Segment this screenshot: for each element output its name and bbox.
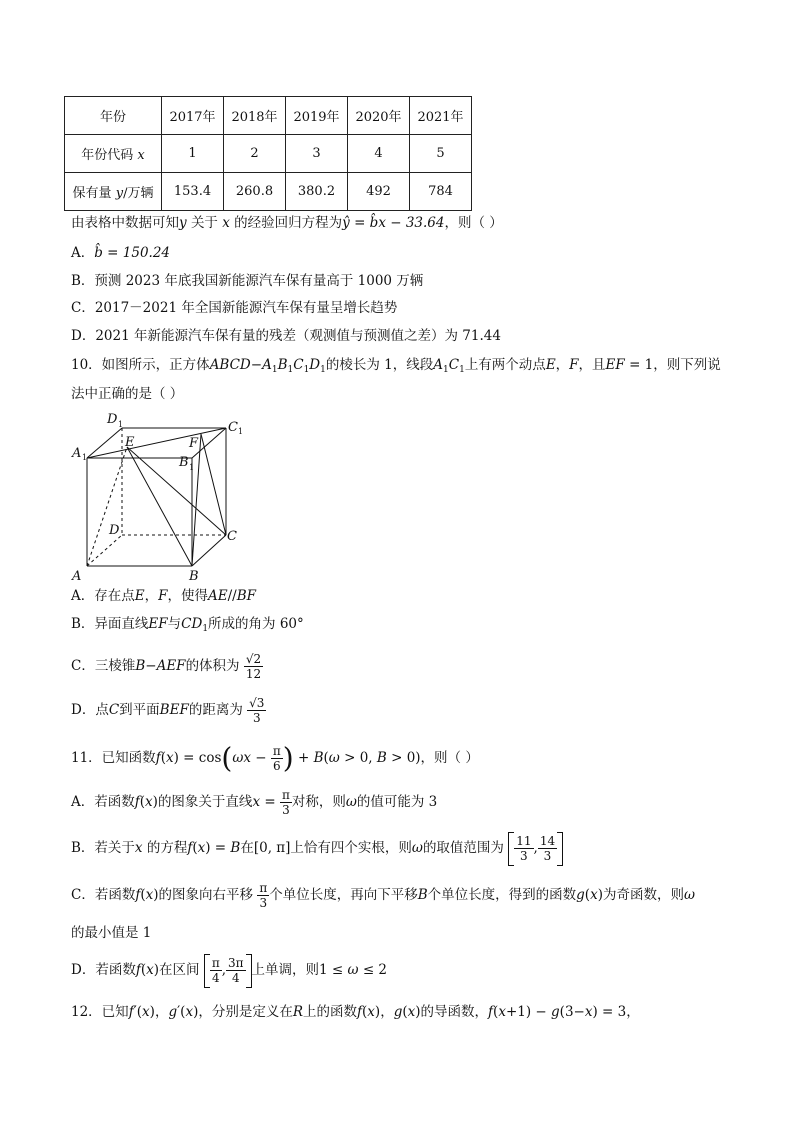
q11-option-b: B．若关于x 的方程f(x) = B在[0, π]上恰有四个实根，则ω的取值范围为 $\frac{11}{3}$ , $\frac{14}{3}$ bbox=[71, 828, 563, 868]
table-cell: 153.4 bbox=[162, 173, 224, 211]
q10-option-d: D．点C到平面BEF的距离为 $\frac{√3}{3}$ bbox=[71, 696, 265, 725]
q11-option-a: A．若函数f(x)的图象关于直线x = $\frac{\pi}{3}$ 对称，则ω的值可能为 3 bbox=[71, 788, 438, 817]
q10-stem-line2: 法中正确的是（ ） bbox=[71, 386, 184, 402]
segment-a1c1 bbox=[87, 428, 226, 458]
label-c: C bbox=[227, 529, 237, 544]
table-row bbox=[65, 97, 472, 135]
label-d1: D bbox=[107, 412, 118, 427]
table-cell: 2017年 bbox=[162, 97, 224, 135]
table-cell: 2 bbox=[224, 135, 286, 173]
q12-stem: 12．已知f′(x)，g′(x)，分别是定义在R上的函数f(x)，g(x)的导函数，f(x+1) − g(3−x) = 3， bbox=[71, 1004, 640, 1020]
q11-stem: 11．已知函数f(x) = cos(ωx − $\frac{\pi}{6}$ ) + B(ω > 0, B > 0)，则（ ） bbox=[71, 741, 479, 775]
label-a: A bbox=[72, 569, 82, 580]
label-b: B bbox=[189, 569, 199, 580]
data-table bbox=[64, 96, 472, 211]
q10-option-c: C．三棱锥B−AEF的体积为 $\frac{√2}{12}$ bbox=[71, 652, 262, 681]
table-cell: 260.8 bbox=[224, 173, 286, 211]
edge-a1d1 bbox=[87, 428, 122, 458]
label-e: E bbox=[125, 435, 135, 450]
q11-option-d: D．若函数f(x)在区间 $\frac{\pi}{4}$ , $\frac{3\pi}{4}$ 上单调，则1 ≤ ω ≤ 2 bbox=[71, 950, 387, 990]
table-cell: 3 bbox=[286, 135, 348, 173]
label-a1: A bbox=[72, 446, 82, 461]
q9-option-b: B．预测 2023 年底我国新能源汽车保有量高于 1000 万辆 bbox=[71, 273, 424, 289]
table-row bbox=[65, 173, 472, 211]
svg-text:1: 1 bbox=[118, 420, 124, 429]
q9-stem: 由表格中数据可知y 关于 x 的经验回归方程为ŷ = b̂x − 33.64，则（ ） bbox=[71, 215, 503, 231]
fraction-sqrt3-over-3: $\frac{√3}{3}$ bbox=[249, 696, 265, 725]
q9-option-a: A．b̂ = 150.24 bbox=[71, 245, 171, 261]
svg-text:1: 1 bbox=[82, 453, 88, 462]
table-cell: 1 bbox=[162, 135, 224, 173]
cube-figure bbox=[70, 404, 250, 580]
table-row bbox=[65, 135, 472, 173]
table-cell: 380.2 bbox=[286, 173, 348, 211]
q10-option-a: A．存在点E，F，使得AE//BF bbox=[71, 588, 256, 604]
table-cell: 492 bbox=[348, 173, 410, 211]
label-d: D bbox=[109, 523, 120, 538]
table-cell: 2021年 bbox=[410, 97, 472, 135]
q9-option-c: C．2017－2021 年全国新能源汽车保有量呈增长趋势 bbox=[71, 300, 398, 316]
edge-bc bbox=[192, 535, 226, 566]
fraction-sqrt2-over-12: $\frac{√2}{12}$ bbox=[245, 652, 262, 681]
segment-cf bbox=[201, 434, 226, 535]
hidden-edge-ad bbox=[87, 535, 122, 566]
q11-option-c: C．若函数f(x)的图象向右平移 $\frac{\pi}{3}$ 个单位长度，再向下平移B个单位长度，得到的函数g(x)为奇函数，则ω bbox=[71, 881, 695, 910]
table-cell: 5 bbox=[410, 135, 472, 173]
q10-option-b: B．异面直线EF与$CD_1$所成的角为 60° bbox=[71, 616, 304, 634]
table-cell: 784 bbox=[410, 173, 472, 211]
svg-text:1: 1 bbox=[238, 427, 244, 436]
table-cell: 年份 bbox=[65, 97, 162, 135]
label-b1: B bbox=[179, 455, 189, 470]
q10-stem: 10．如图所示，正方体$ABCD-A_1B_1C_1D_1$的棱长为 1，线段$A_1C_1$上有两个动点E，F，且EF = 1，则下列说 bbox=[71, 357, 721, 375]
label-f: F bbox=[189, 436, 199, 451]
segment-ce bbox=[127, 447, 226, 535]
svg-text:1: 1 bbox=[189, 463, 195, 472]
table-cell: 年份代码 x bbox=[65, 135, 162, 173]
label-c1: C bbox=[228, 420, 238, 435]
table-cell: 2020年 bbox=[348, 97, 410, 135]
table-cell: 2018年 bbox=[224, 97, 286, 135]
table-cell: 2019年 bbox=[286, 97, 348, 135]
q9-option-d: D．2021 年新能源汽车保有量的残差（观测值与预测值之差）为 71.44 bbox=[71, 328, 501, 344]
table-cell: 保有量 y/万辆 bbox=[65, 173, 162, 211]
table-cell: 4 bbox=[348, 135, 410, 173]
q11-option-c-line2: 的最小值是 1 bbox=[71, 925, 152, 941]
